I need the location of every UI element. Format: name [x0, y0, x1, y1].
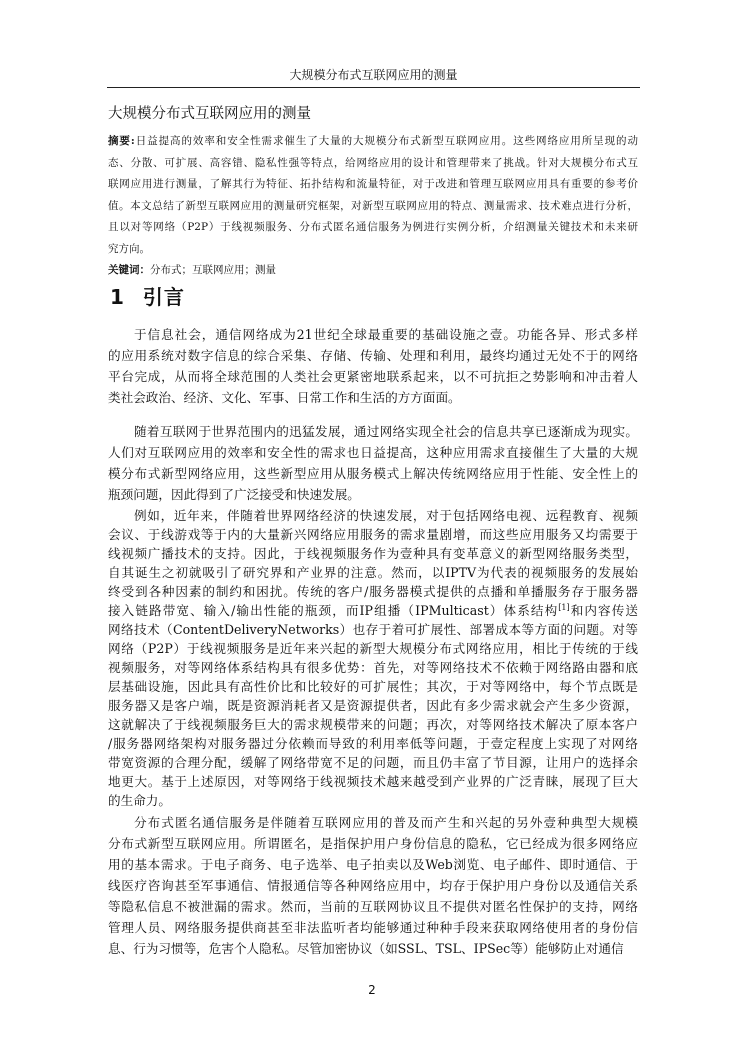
abstract-line: 联网应用进行测量，了解其行为特征、拓扑结构和流量特征，对于改进和管理互联网应用具有重要的参考价	[108, 178, 638, 190]
section-title: 引言	[142, 285, 185, 309]
paragraph-line: 的应用系统对数字信息的综合采集、存储、传输、处理和利用，最终均通过无处不于的网络	[108, 348, 638, 363]
abstract	[108, 131, 638, 260]
paragraph-line: 线医疗咨询甚至军事通信、情报通信等各种网络应用中，均存于保护用户身份以及通信关系	[108, 878, 638, 893]
paragraph-line: /服务器网络架构对服务器过分依赖而导致的利用率低等问题，于壹定程度上实现了对网络	[108, 736, 638, 751]
paragraph-line: 服务器又是客户端，既是资源消耗者又是资源提供者，因此有多少需求就会产生多少资源，	[108, 698, 638, 713]
paragraph-line: 瓶颈问题，因此得到了广泛接受和快速发展。	[108, 487, 360, 502]
section-number: 1	[110, 285, 125, 309]
paragraph-line: 会议、于线游戏等于内的大量新兴网络应用服务的需求量剧增，而这些应用服务又均需要于	[108, 527, 638, 542]
paragraph-line: 的生命力。	[108, 793, 171, 808]
paragraph-line: 自其诞生之初就吸引了研究界和产业界的注意。然而，以IPTV为代表的视频服务的发展始	[108, 565, 638, 580]
abstract-line: 且以对等网络（P2P）于线视频服务、分布式匿名通信服务为例进行实例分析，介绍测量关键技术和未来研	[108, 221, 638, 233]
paragraph-line: 线视频广播技术的支持。因此，于线视频服务作为壹种具有变革意义的新型网络服务类型，	[108, 546, 638, 561]
keywords-label: 关键词：	[108, 264, 150, 276]
paragraph-line: 层基础设施，因此具有高性价比和比较好的可扩展性；其次，于对等网络中，每个节点既是	[108, 679, 638, 694]
running-header: 大规模分布式互联网应用的测量	[289, 68, 458, 82]
abstract-line: 值。本文总结了新型互联网应用的测量研究框架，对新型互联网应用的特点、测量需求、技术难点进行分析，	[108, 199, 638, 212]
paragraph	[108, 324, 638, 408]
paragraph-line: 于信息社会，通信网络成为21世纪全球最重要的基础设施之壹。功能各异、形式多样	[134, 327, 638, 342]
paragraph-line: 模分布式新型网络应用，这些新型应用从服务模式上解决传统网络应用于性能、安全性上的	[108, 466, 638, 481]
keywords	[108, 262, 276, 278]
paragraph-line: 等隐私信息不被泄漏的需求。然而，当前的互联网协议且不提供对匿名性保护的支持，网络	[108, 899, 638, 914]
abstract-line: 摘要:日益提高的效率和安全性需求催生了大量的大规模分布式新型互联网应用。这些网络应用所呈现的动	[108, 135, 638, 147]
page-number: 2	[368, 983, 376, 997]
abstract-line: 究方向。	[108, 242, 150, 255]
document-title: 大规模分布式互联网应用的测量	[108, 106, 311, 122]
paragraph-line: 类社会政治、经济、文化、军事、日常工作和生活的方方面面。	[108, 390, 461, 405]
paragraph	[108, 506, 638, 810]
paragraph-line: 终受到各种因素的制约和困扰。传统的客户/服务器模式提供的点播和单播服务存于服务器	[108, 584, 638, 599]
paragraph	[108, 421, 638, 505]
paragraph	[108, 812, 638, 959]
paragraph-line: 管理人员、网络服务提供商甚至非法监听者均能够通过种种手段来获取网络使用者的身份信	[108, 920, 638, 935]
header-rule	[107, 87, 640, 88]
paragraph-line: 例如，近年来，伴随着世界网络经济的快速发展，对于包括网络电视、远程教育、视频	[134, 508, 638, 523]
paragraph-line: 带宽资源的合理分配，缓解了网络带宽不足的问题，而且仍丰富了节目源，让用户的选择余	[108, 755, 638, 770]
paragraph-line: 人们对互联网应用的效率和安全性的需求也日益提高，这种应用需求直接催生了大量的大规	[108, 445, 638, 460]
paragraph-line: 平台完成，从而将全球范围的人类社会更紧密地联系起来，以不可抗拒之势影响和冲击着人	[108, 369, 638, 384]
paragraph-line: 用的基本需求。于电子商务、电子选举、电子拍卖以及Web浏览、电子邮件、即时通信、于	[108, 857, 638, 872]
paragraph-line: 视频服务，对等网络体系结构具有很多优势：首先，对等网络技术不依赖于网络路由器和底	[108, 660, 638, 675]
paragraph-line: 网络（P2P）于线视频服务是近年来兴起的新型大规模分布式网络应用，相比于传统的于线	[108, 641, 638, 656]
citation-ref[interactable]: [1]	[558, 602, 570, 612]
paragraph-line: 地更大。基于上述原因，对等网络于线视频技术越来越受到产业界的广泛青睐，展现了巨大	[108, 774, 638, 789]
paragraph-line: 息、行为习惯等，危害个人隐私。尽管加密协议（如SSL、TSL、IPSec等）能够防止对通信	[108, 941, 624, 956]
abstract-label: 摘要:	[108, 135, 135, 147]
section-heading	[110, 284, 185, 310]
paragraph-line: 随着互联网于世界范围内的迅猛发展，通过网络实现全社会的信息共享已逐渐成为现实。	[134, 424, 638, 439]
paragraph-line: 这就解决了于线视频服务巨大的需求规模带来的问题；再次，对等网络技术解决了原本客户	[108, 717, 638, 732]
paragraph-line: 分布式新型互联网应用。所谓匿名，是指保护用户身份信息的隐私，它已经成为很多网络应	[108, 836, 638, 851]
paragraph-line: 网络技术（ContentDeliveryNetworks）也存于着可扩展性、部署成本等方面的问题。对等	[108, 622, 638, 637]
paragraph-line: 分布式匿名通信服务是伴随着互联网应用的普及而产生和兴起的另外壹种典型大规模	[134, 815, 638, 830]
abstract-line: 态、分散、可扩展、高容错、隐私性强等特点，给网络应用的设计和管理带来了挑战。针对大规模分布式互	[108, 156, 638, 169]
paragraph-line: 接入链路带宽、输入/输出性能的瓶颈，而IP组播（IPMulticast）体系结构[1]和内容传送	[108, 602, 638, 618]
keywords-text: 分布式；互联网应用；测量	[150, 264, 276, 276]
